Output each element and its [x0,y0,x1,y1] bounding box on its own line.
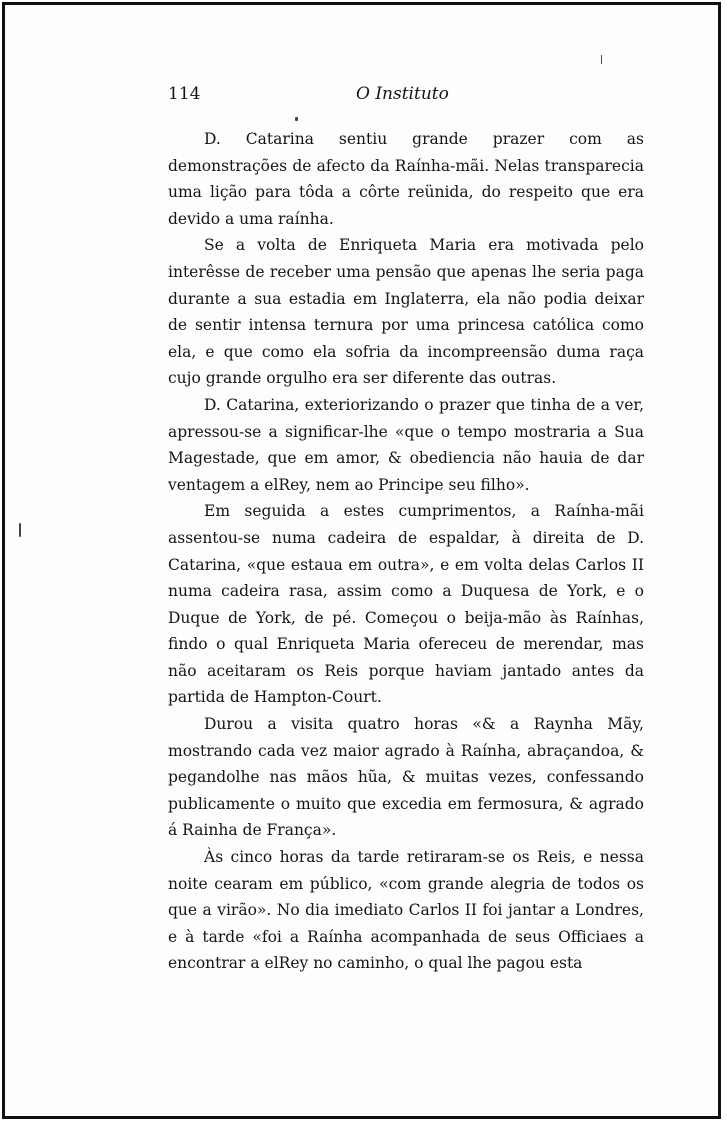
scan-speck [601,55,602,64]
running-title: O Instituto [356,84,449,104]
body-text [168,126,644,977]
paragraph: Às cinco horas da tarde retiraram-se os Reis, e nessa noite cearam em público, «com grande alegria de todos os que a virão». No dia imediato Carlos II foi jantar a Londres, e à tarde «foi a Raínha acompanhada de seus Officiaes a encontrar a elRey no caminho, o qual lhe pagou esta [168,848,644,973]
page-header [168,84,644,114]
paragraph: D. Catarina sentiu grande prazer com as demonstrações de afecto da Raínha-mãi. Nelas transparecia uma lição para tôda a côrte reünida, do respeito que era devido a uma raínha. [168,130,644,228]
scan-speck [295,117,298,121]
paragraph: Em seguida a estes cumprimentos, a Raínha-mãi assentou-se numa cadeira de espaldar, à direita de D. Catarina, «que estaua em outra», e em volta delas Carlos II numa cadeira rasa, assim como a Duquesa de York, e o Duque de York, de pé. Começou o beija-mão às Raínhas, findo o qual Enriqueta Maria ofereceu de merendar, mas não aceitaram os Reis porque haviam jantado antes da partida de Hampton-Court. [168,502,644,707]
paragraph: Durou a visita quatro horas «& a Raynha Mãy, mostrando cada vez maior agrado à Raínha, abraçandoa, & pegandolhe nas mãos hũa, & muitas vezes, confessando publicamente o muito que excedia em fermosura, & agrado á Rainha de França». [168,715,644,840]
paragraph: Se a volta de Enriqueta Maria era motivada pelo interêsse de receber uma pensão que apenas lhe seria paga durante a sua estadia em Inglaterra, ela não podia deixar de sentir intensa ternura por uma princesa católica como ela, e que como ela sofria da incompreensão duma raça cujo grande orgulho era ser diferente das outras. [168,236,644,388]
scan-speck [19,523,21,537]
paragraph: D. Catarina, exteriorizando o prazer que tinha de a ver, apressou-se a significar-lhe «que o tempo mostraria a Sua Magestade, que em amor, & obediencia não hauia de dar ventagem a elRey, nem ao Principe seu filho». [168,395,644,494]
page-number: 114 [168,84,201,104]
